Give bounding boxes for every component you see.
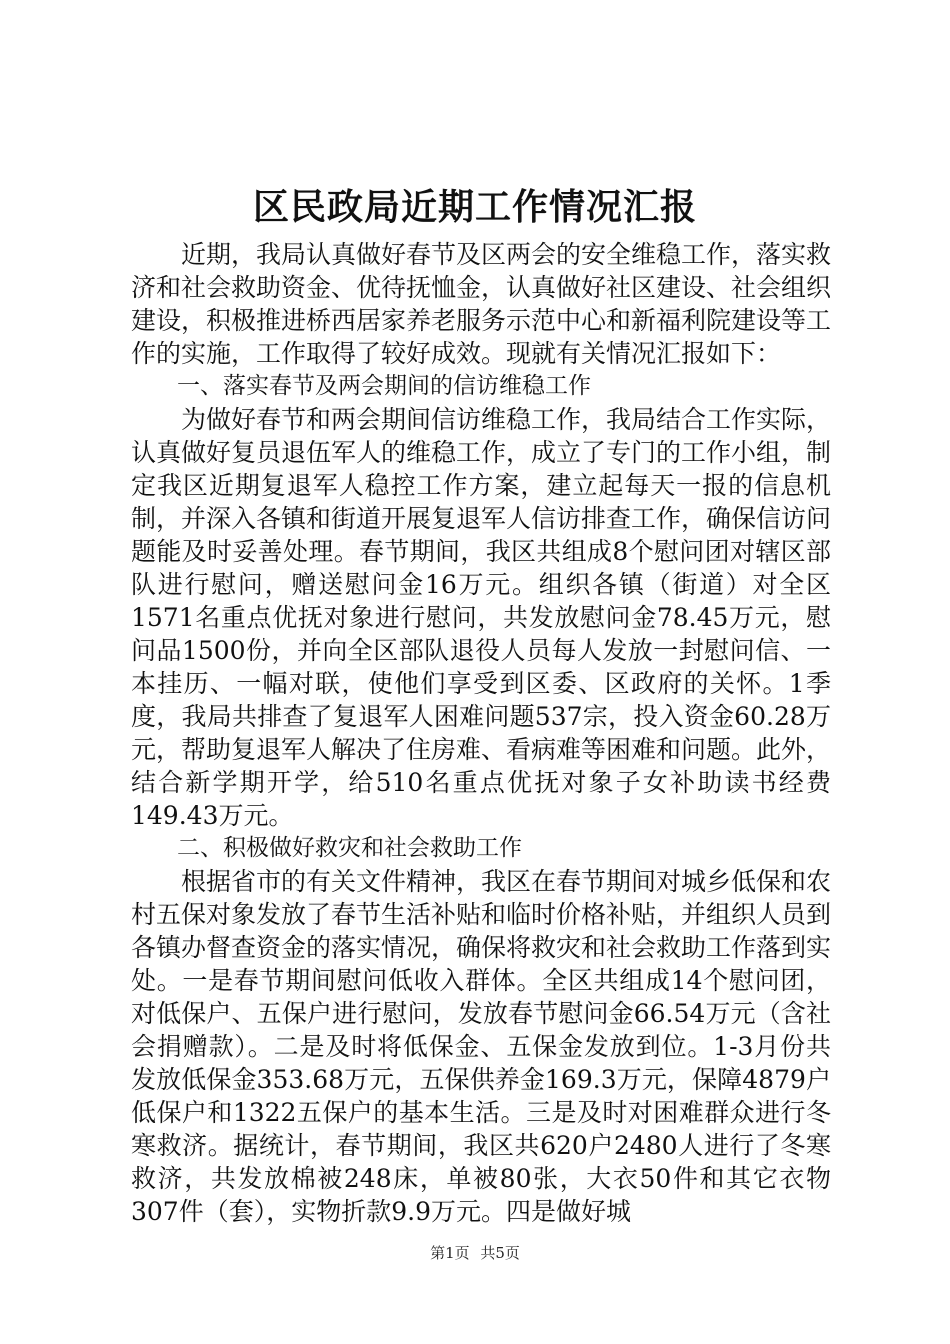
section-1-heading: 一、落实春节及两会期间的信访维稳工作 — [177, 373, 591, 399]
section-1-paragraph: 为做好春节和两会期间信访维稳工作，我局结合工作实际，认真做好复员退伍军人的维稳工作，成立了专门的工作小组，制定我区近期复退军人稳控工作方案，建立起每天一报的信息机制，并深入各镇和街道开展复退军人信访排查工作，确保信访问题能及时妥善处理。春节期间，我区共组成8个慰问团对辖区部队进行慰问，赠送慰问金16万元。组织各镇（街道）对全区1571名重点优抚对象进行慰问，共发放慰问金78.45万元，慰问品1500份，并向全区部队退役人员每人发放一封慰问信、一本挂历、一幅对联，使他们享受到区委、区政府的关怀。1季度，我局共排查了复退军人困难问题537宗，投入资金60.28万元，帮助复退军人解决了住房难、看病难等困难和问题。此外，结合新学期开学，给510名重点优抚对象子女补助读书经费149.43万元。 — [131, 405, 832, 830]
page-footer — [0, 1243, 950, 1263]
page-total: 共5页 — [480, 1244, 520, 1262]
document-body — [131, 238, 831, 1228]
intro-paragraph: 近期，我局认真做好春节及区两会的安全维稳工作，落实救济和社会救助资金、优待抚恤金，认真做好社区建设、社会组织建设，积极推进桥西居家养老服务示范中心和新福利院建设等工作的实施，工作取得了较好成效。现就有关情况汇报如下： — [131, 240, 832, 368]
section-2-paragraph: 根据省市的有关文件精神，我区在春节期间对城乡低保和农村五保对象发放了春节生活补贴和临时价格补贴，并组织人员到各镇办督查资金的落实情况，确保将救灾和社会救助工作落到实处。一是春节期间慰问低收入群体。全区共组成14个慰问团，对低保户、五保户进行慰问，发放春节慰问金66.54万元（含社会捐赠款）。二是及时将低保金、五保金发放到位。1-3月份共发放低保金353.68万元，五保供养金169.3万元，保障4879户低保户和1322五保户的基本生活。三是及时对困难群众进行冬寒救济。据统计，春节期间，我区共620户2480人进行了冬寒救济，共发放棉被248床，单被80张，大衣50件和其它衣物307件（套），实物折款9.9万元。四是做好城 — [131, 867, 832, 1226]
document-title: 区民政局近期工作情况汇报 — [252, 186, 697, 228]
page-number: 第1页 — [430, 1244, 470, 1262]
section-2-heading: 二、积极做好救灾和社会救助工作 — [177, 835, 522, 861]
